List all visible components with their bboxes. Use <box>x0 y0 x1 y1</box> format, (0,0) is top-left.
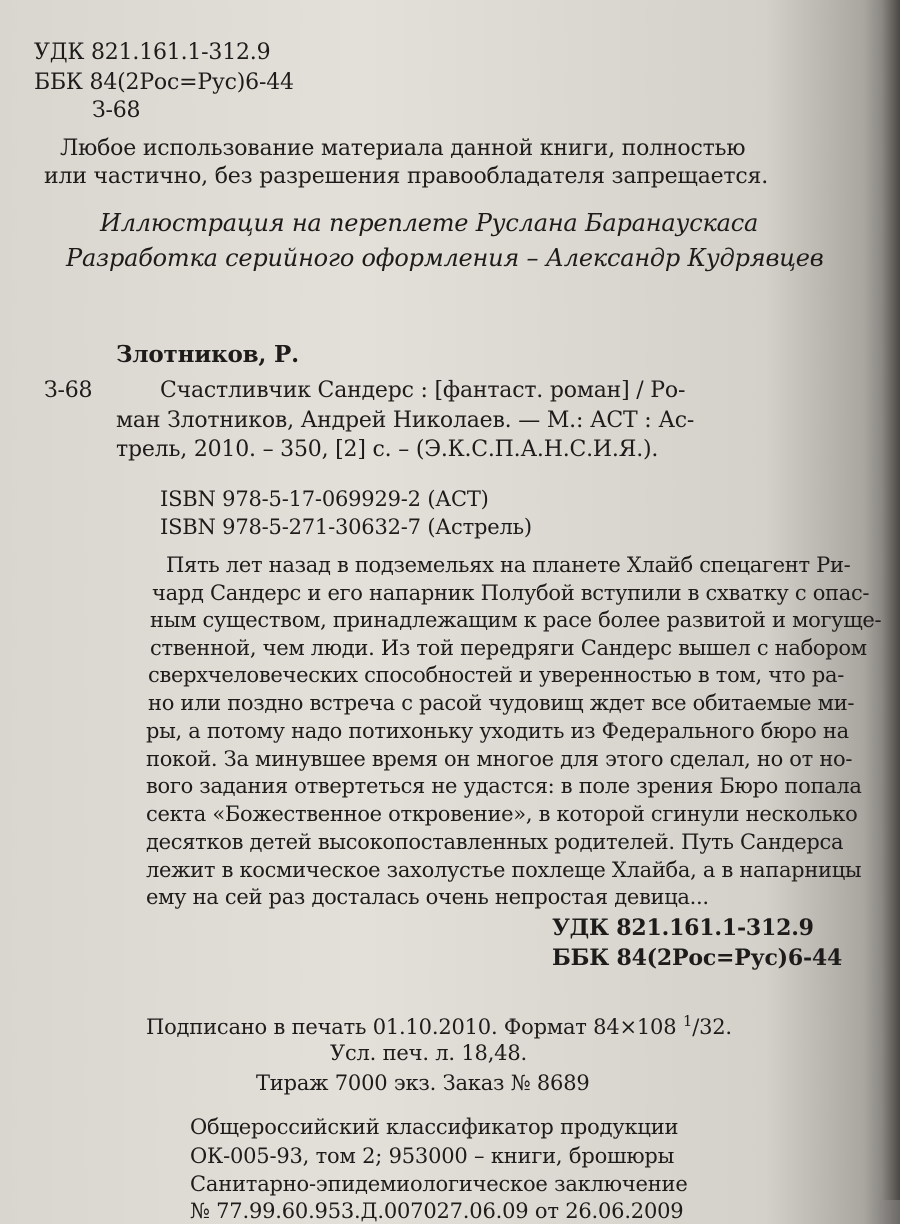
credit-illustration: Иллюстрация на переплете Руслана Баранаускаса <box>100 209 759 237</box>
classifier-line-4: № 77.99.60.953.Д.007027.06.09 от 26.06.2009 <box>190 1199 684 1223</box>
copyright-line-2: или частично, без разрешения правообладателя запрещается. <box>44 164 768 189</box>
annotation-line-11: десятков детей высокопоставленных родителей. Путь Сандерса <box>146 830 844 854</box>
classifier-line-1: Общероссийский классификатор продукции <box>190 1115 679 1139</box>
footer-udk: УДК 821.161.1-312.9 <box>552 915 814 941</box>
imprint-signed: Подписано в печать 01.10.2010. Формат 84×108 $^1$/32. <box>146 1012 732 1039</box>
biblio-line-2: ман Злотников, Андрей Николаев. — М.: АСТ : Ас- <box>116 408 695 433</box>
biblio-line-3: трель, 2010. – 350, [2] с. – (Э.К.С.П.А.Н.С.И.Я.). <box>116 437 659 462</box>
annotation-line-10: секта «Божественное откровение», в которой сгинули несколько <box>146 802 858 826</box>
classifier-line-3: Санитарно-эпидемиологическое заключение <box>190 1172 688 1196</box>
biblio-author: Злотников, Р. <box>116 341 299 368</box>
credit-design: Разработка серийного оформления – Александр Кудрявцев <box>66 244 824 272</box>
annotation-line-13: ему на сей раз досталась очень непростая девица... <box>146 885 709 909</box>
header-bbk: ББК 84(2Рос=Рус)6-44 <box>34 70 294 95</box>
annotation-line-5: сверхчеловеческих способностей и уверенностью в том, что ра- <box>148 663 845 687</box>
annotation-line-9: вого задания отвертеться не удастся: в поле зрения Бюро попала <box>146 774 862 798</box>
annotation-line-8: покой. За минувшее время он многое для этого сделал, но от но- <box>146 747 853 771</box>
imprint-format-numerator: 1 <box>682 1012 693 1030</box>
annotation-line-12: лежит в космическое захолустье похлеще Хлайба, а в напарницы <box>146 858 862 882</box>
imprint-run: Тираж 7000 экз. Заказ № 8689 <box>256 1071 590 1095</box>
isbn-astrel: ISBN 978-5-271-30632-7 (Астрель) <box>160 515 532 539</box>
annotation-line-2: чард Сандерс и его напарник Полубой вступили в схватку с опас- <box>152 581 870 605</box>
annotation-line-1: Пять лет назад в подземельях на планете Хлайб спецагент Ри- <box>166 553 851 577</box>
header-code: З-68 <box>92 98 141 123</box>
annotation-line-4: ственной, чем люди. Из той передряги Сандерс вышел с набором <box>150 636 867 660</box>
imprint-sheets: Усл. печ. л. 18,48. <box>330 1041 527 1065</box>
footer-bbk: ББК 84(2Рос=Рус)6-44 <box>552 945 843 971</box>
imprint-format-denominator: /32 <box>692 1015 726 1039</box>
isbn-ast: ISBN 978-5-17-069929-2 (АСТ) <box>160 487 489 511</box>
biblio-line-1: Счастливчик Сандерс : [фантаст. роман] / Ро- <box>160 378 686 403</box>
annotation-line-6: но или поздно встреча с расой чудовищ ждет все обитаемые ми- <box>148 691 855 715</box>
annotation-line-3: ным существом, принадлежащим к расе более развитой и могуще- <box>150 608 882 632</box>
header-udk: УДК 821.161.1-312.9 <box>34 40 271 65</box>
biblio-code: З-68 <box>44 378 93 403</box>
page-edge-shadow <box>882 0 900 1200</box>
copyright-line-1: Любое использование материала данной книги, полностью <box>60 136 746 161</box>
annotation-line-7: ры, а потому надо потихоньку уходить из Федерального бюро на <box>146 719 849 743</box>
classifier-line-2: ОК-005-93, том 2; 953000 – книги, брошюры <box>190 1144 675 1168</box>
